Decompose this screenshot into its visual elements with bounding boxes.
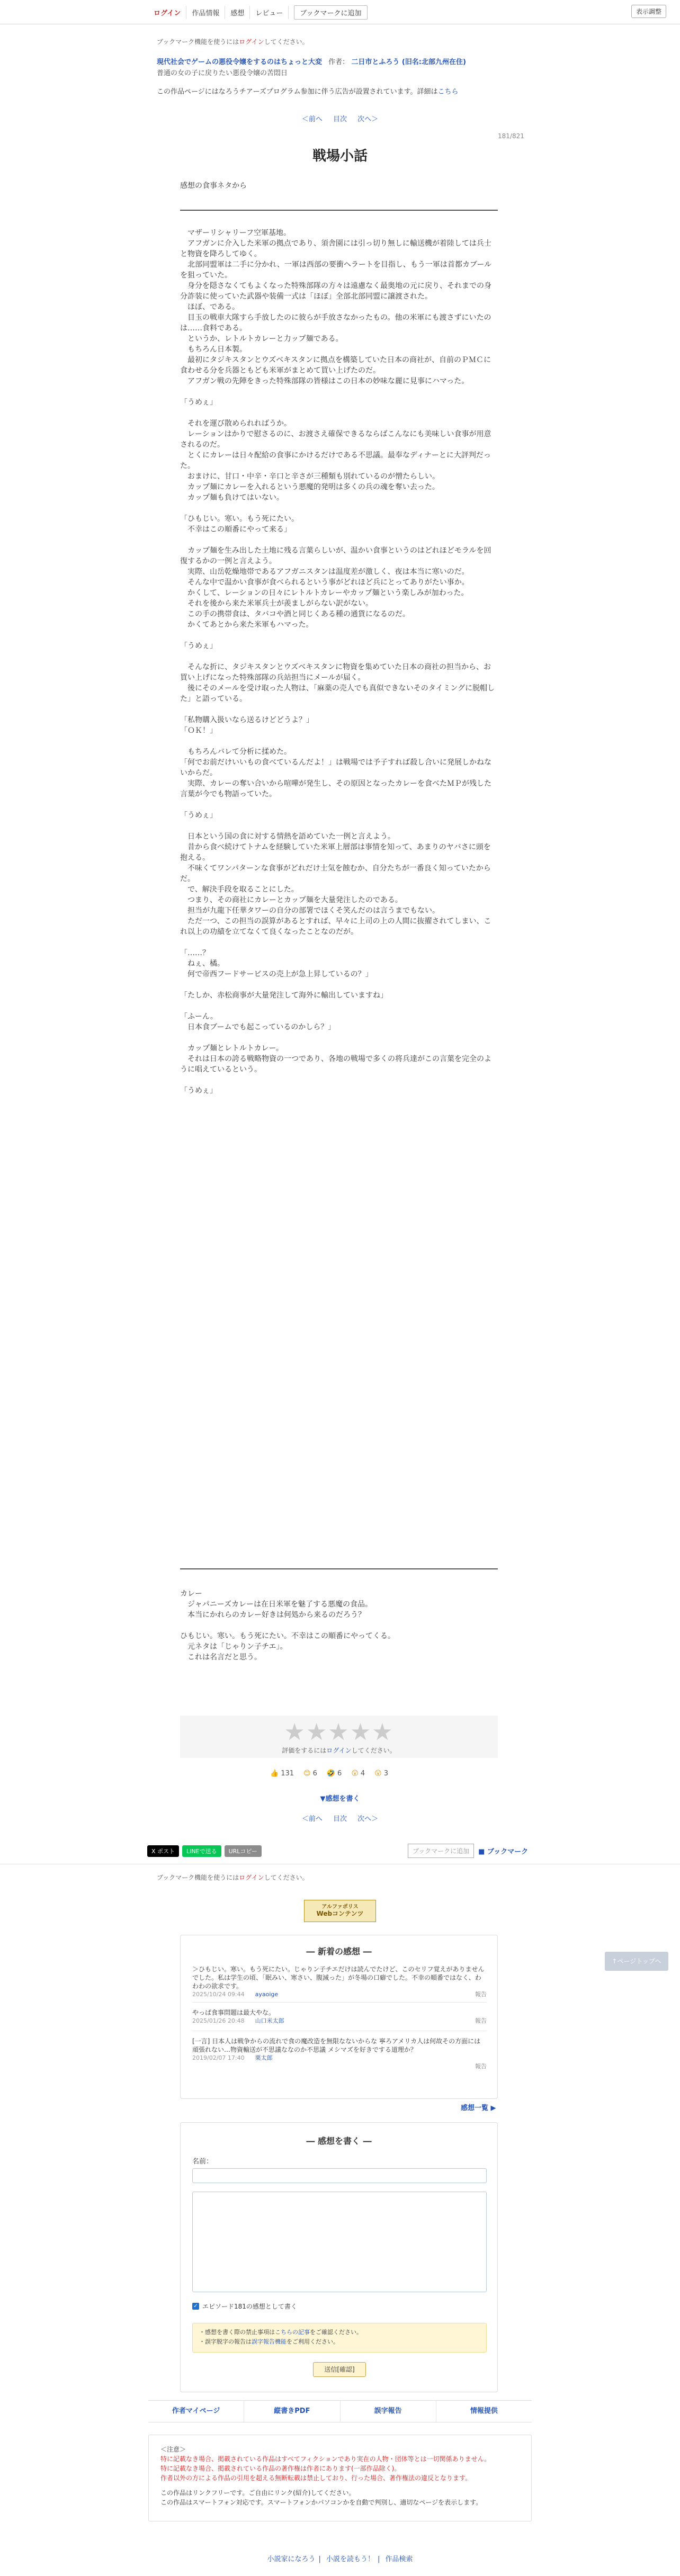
text-line: 不幸はこの順番にやって来る」 [180, 525, 291, 534]
wow-icon: 😮 [374, 1770, 382, 1778]
typo-report-footer-link[interactable]: 誤字報告 [341, 2401, 436, 2422]
display-adjust-button[interactable]: 表示調整 [631, 5, 666, 18]
info-provide-link[interactable]: 情報提供 [470, 2407, 498, 2415]
login-notice-bottom: ブックマーク機能を使うにはログインしてください。 [157, 1874, 309, 1881]
text-line: 不味くてワンパターンな食事がどれだけ士気を蝕むか、自分たちが一番良く知っていたからだ。 [180, 864, 491, 883]
text-line [180, 408, 498, 418]
author-mypage-link[interactable]: 作者マイページ [148, 2401, 244, 2422]
text-line [180, 800, 498, 810]
episode-preface: 感想の食事ネタから [180, 182, 247, 190]
text-line: ただ一つ、この担当の誤算があるとすれば、早々に上司の上の人間に抜擢されてしまい、これ以上の功績を立てなくて良くなったことなのだが。 [180, 917, 491, 936]
text-line [180, 503, 498, 514]
impression-list-link[interactable]: 感想一覧 ▶ [461, 2104, 496, 2112]
next-link-bottom[interactable]: 次へ＞ [357, 1815, 379, 1823]
text-line [180, 535, 498, 545]
text-line: で、解決手段を取ることにした。 [180, 885, 299, 894]
text-line: 昔から食べ続けてトナムを経験していた米軍上層部は事情を知って、あまりのヤバさに頭を抱える。 [180, 843, 491, 862]
rating-stars[interactable]: ★★★★★ [284, 1719, 394, 1746]
report-button[interactable]: 報告 [475, 2017, 487, 2024]
text-line [180, 736, 498, 747]
search-link[interactable]: 作品検索 [385, 2555, 413, 2563]
caution-line: 作者以外の方による作品の引用を超える無断転載は禁止しており、行った場合、著作権法の違反となります。 [160, 2474, 472, 2482]
text-line: これは名言だと思う。 [180, 1653, 262, 1662]
reaction-smile[interactable]: 😊 6 [303, 1770, 317, 1778]
text-line: つまり、その商社にカレーとカップ麺を大量発注したのである。 [180, 896, 402, 904]
caution-line: この作品はリンクフリーです。ご自由にリンク(紹介)してください。 [160, 2489, 355, 2497]
text-line: それを後から来た米軍兵士が羨ましがらない訳がない。 [180, 599, 373, 608]
reaction-like[interactable]: 👍 131 [270, 1770, 294, 1778]
text-line: 「うめぇ」 [180, 1087, 217, 1095]
caution-line: この作品はスマートフォン対応です。スマートフォンかパソコンかを自動で判別し、適切なページを表示します。 [160, 2499, 482, 2506]
rating-box [180, 1716, 498, 1758]
surprise-icon: 😲 [351, 1770, 359, 1778]
new-impressions-box [180, 1935, 498, 2099]
syosetu-link[interactable]: 小説家になろう [267, 2555, 316, 2563]
rating-note: 評価をするにはログインしてください。 [282, 1747, 396, 1754]
report-button[interactable]: 報告 [475, 1991, 487, 1998]
text-line [180, 651, 498, 662]
caution-line: 特に記載なき場合、掲載されている作品はすべてフィクションであり実在の人物・団体等とは一切関係ありません。 [160, 2455, 491, 2463]
url-copy-button[interactable]: URLコピー [225, 1845, 262, 1857]
submit-button[interactable]: 送信[確認] [313, 2362, 366, 2377]
login-notice: ブックマーク機能を使うにはログインしてください。 [157, 38, 309, 46]
ad-program-link[interactable]: こちら [437, 88, 459, 96]
form-warning: ・感想を書く際の禁止事項はこちらの記事をご確認ください。 ・誤字脱字の報告は誤字報告機能をご利用ください。 [192, 2323, 487, 2353]
typo-report-link[interactable]: 誤字報告機能 [252, 2338, 287, 2345]
text-line: 日本食ブームでも起こっているのかしら？」 [180, 1023, 336, 1031]
vertical-pdf-link[interactable]: 縦書きPDF [244, 2401, 340, 2422]
series-info [157, 56, 527, 77]
text-line: 目玉の戦車大隊すら手放したのに彼らが手放さなかったもの。他の米軍にも渡さずにいたのは……食料である。 [180, 313, 491, 333]
text-line: アフガンに介入した米軍の拠点であり、須舎園には引っ切り無しに輸送機が着陸しては兵士と物資を降ろしてゆく。 [180, 239, 491, 258]
rating-login-link[interactable]: ログイン [326, 1747, 352, 1754]
episode-title: 戦場小話 [312, 148, 368, 164]
text-line: この手の携帯食は、タバコや酒と同じくある種の通貨になるのだ。 [180, 610, 410, 618]
text-line: それは日本の誇る戦略物資の一つであり、各地の戦場で多くの将兵達がこの言葉を完全のように唱えているという。 [180, 1055, 491, 1074]
impression-user-link[interactable]: ayaoige [255, 1991, 279, 1998]
series-title-link[interactable]: 現代社会でゲームの悪役令嬢をするのはちょっと大変 [157, 58, 323, 66]
text-line [180, 704, 498, 715]
text-line: もちろんバレて分析に揉めた。 [180, 748, 291, 756]
text-line: レーションはかりで慰さるのに、お渡さえ確保できるならばこんなにも美味しい食事が用意されるのだ。 [180, 430, 491, 449]
text-line: 「たしか、赤松商事が大量発注して海外に輸出していますね」 [180, 991, 388, 1000]
login-notice-link[interactable]: ログイン [239, 38, 264, 46]
bookmark-area [408, 1844, 528, 1858]
check-icon: ✓ [192, 2303, 199, 2310]
divider [192, 2002, 487, 2003]
text-line: カップ麺を生み出した土地に残る言葉らしいが、温かい食事というのはどれほどモラルを回復するかの一例と言えよう。 [180, 546, 491, 566]
prev-link-bottom[interactable]: ＜前へ [301, 1815, 323, 1823]
login-link[interactable]: ログイン [148, 6, 186, 19]
text-line: 担当が九龍下任華タワーの自分の部署でほくそ笑んだのは言うまでもない。 [180, 906, 440, 915]
text-line: ひもじい。寒い。もう死にたい。不幸はこの順番にやってくる。 [180, 1632, 395, 1640]
report-button[interactable]: 報告 [475, 2063, 487, 2070]
text-line: カップ麺とレトルトカレー。 [180, 1044, 283, 1053]
text-line: カップ麺も負けてはいない。 [180, 493, 284, 502]
text-line: ほぼ、である。 [180, 303, 239, 311]
text-line: 「うめぇ」 [180, 642, 217, 650]
impression-item: やっぱ食事問題は最大やな。 2025/01/26 20:48 山口米太郎 報告 [192, 2009, 487, 2024]
text-line: そんな折に、タジキスタンとウズベキスタンに物資を集めていた日本の商社の担当から、お買い上げになった特殊部隊の兵站担当にメールが届く。 [180, 663, 491, 682]
top-nav [148, 5, 368, 20]
toc-link-bottom[interactable]: 目次 [333, 1815, 347, 1823]
text-line: 実際、カレーの奪い合いから喧嘩が発生し、その原因となったカレーを食べたＭＰが残した言葉が今でも物語っていた。 [180, 779, 491, 798]
laugh-icon: 🤣 [326, 1770, 336, 1778]
impression-textarea[interactable] [192, 2192, 487, 2292]
text-line: 最初にタジキスタンとウズベキスタンに拠点を構築していた日本の商社が、自前のＰＭＣに食わせる分を兵器ともども米軍がまとめて買い上げたのだ。 [180, 356, 491, 375]
text-line: 「ふーん。 [180, 1012, 218, 1021]
text-line: とくにカレーは日々配給の食事にかけるだけである不思議。最奉なディナーとに大評判だった。 [180, 451, 491, 470]
write-impression-link[interactable]: ▼感想を書く [320, 1795, 360, 1803]
toc-link[interactable]: 目次 [333, 115, 347, 123]
text-line [180, 821, 498, 831]
login-notice-link-bottom[interactable]: ログイン [239, 1874, 264, 1881]
text-line [180, 1075, 498, 1085]
episode-checkbox[interactable]: ✓ エピソード181の感想として書く [192, 2302, 297, 2311]
name-input[interactable] [192, 2168, 487, 2183]
ad-program-notice: この作品ページにはなろうチアーズプログラム参加に伴う広告が設置されています。詳細はこちら [157, 88, 459, 96]
text-line: マザーリシャリーフ空軍基地。 [180, 229, 291, 237]
prohibited-rules-link[interactable]: こちらの記事 [275, 2329, 310, 2336]
bookmark-add-button-bottom[interactable]: ブックマークに追加 [408, 1844, 474, 1858]
text-line: 身分を隠さなくてもよくなった特殊部隊の方々は遠慮なく最奥地の元に戻り、それまでの身分詐装に使っていた武器や装備一式は「ほぼ」全部北部同盟に譲渡された。 [180, 282, 491, 301]
author-link[interactable]: 二日市とふろう (旧名:北部九州在住) [351, 58, 466, 66]
text-line: かくてあとから来た米軍もハマった。 [180, 621, 314, 629]
next-link[interactable]: 次へ＞ [357, 115, 379, 123]
thumbs-up-icon: 👍 [270, 1770, 279, 1778]
text-line: かくして、レーションの日々にレトルトカレーやカップ麺という楽しみが加わった。 [180, 589, 469, 597]
text-line: ジャパニーズカレーは在日米軍を魅了する悪魔の食品。 [180, 1600, 373, 1609]
name-label: 名前： [192, 2158, 213, 2166]
x-post-button[interactable]: X ポスト [147, 1845, 179, 1857]
reaction-surprise[interactable]: 😲 4 [351, 1770, 365, 1778]
afterword [180, 1588, 498, 1663]
review-link[interactable]: レビュー [250, 6, 289, 19]
impression-item: ＞ひもじい。寒い。もう死にたい。じゃりン子チエだけは読んでたけど、このセリフ覚えがありませんでした。私は学生の頃、「眠みい、寒さい、腹減った」が冬場の口癖でした。不幸の順番ではなく、わわわの欲求です。 2025/10/24 09:44 ayaoige 報告 [192, 1965, 487, 1998]
page-top-button[interactable]: ↑ページトップへ [605, 1952, 668, 1971]
text-line: 「何でお前だけいいもの食べているんだよ！」は戦場では予子すれば殺し合いに発展しかねないからだ。 [180, 758, 491, 777]
impressions-link[interactable]: 感想 [225, 6, 250, 19]
text-line: 本当にかれらのカレー好きは何処から来るのだろう？ [180, 1611, 365, 1619]
text-line: 「うめぇ」 [180, 811, 217, 820]
bottom-links: 小説家になろう | 小説を読もう！ | 作品検索 [267, 2555, 413, 2563]
text-line [180, 1033, 498, 1043]
text-line [180, 387, 498, 397]
text-line: おまけに、甘口・中辛・辛口と辛さが三種類も別れているのが憎たらしい。 [180, 472, 440, 481]
text-line: 日本という国の食に対する情熱を語めていた一例と言えよう。 [180, 832, 395, 841]
share-bar [147, 1845, 265, 1857]
footer-nav [148, 2400, 532, 2422]
reaction-laugh[interactable]: 🤣 6 [326, 1770, 342, 1778]
text-line: アフガン戦の先陣をきった特殊部隊の皆様はこの日本の妙味な麗に見事にハマった。 [180, 377, 469, 385]
text-line [180, 1001, 498, 1011]
text-line: ねぇ、橘。 [180, 959, 225, 968]
reaction-wow[interactable]: 😮 3 [374, 1770, 389, 1778]
caution-line: 特に記載なき場合、掲載されている作品の著作権は作者にあります(一部作品除く)。 [160, 2465, 401, 2472]
text-line: 「私物購入扱いなら送るけどどうよ？」 [180, 716, 314, 724]
text-line: カレー [180, 1590, 202, 1598]
text-line: 「うめぇ」 [180, 398, 217, 407]
impression-user-link[interactable]: 栗太郎 [255, 2054, 273, 2061]
pager-top [0, 113, 680, 123]
text-line: もちろん日本製。 [180, 345, 247, 354]
pager-bottom [0, 1813, 680, 1823]
alphapolis-banner[interactable]: アルファポリス Webコンテンツ [304, 1900, 376, 1922]
text-line: 「ひもじい。寒い。もう死にたい。 [180, 515, 299, 523]
text-line: そんな中で温かい食事が食べられるという事がどれほど兵にとってありがたい事か。 [180, 578, 469, 587]
text-line: 「ＯＫ！」 [180, 726, 217, 735]
series-subtitle: 普通の女の子に戻りたい悪役令嬢の苦悶日 [157, 69, 288, 77]
text-line: というか、レトルトカレーと力ップ麺である。 [180, 335, 343, 343]
novel-body [180, 228, 498, 1096]
smile-icon: 😊 [303, 1770, 311, 1778]
work-info-link[interactable]: 作品情報 [186, 6, 225, 19]
text-line [180, 980, 498, 990]
bookmark-link[interactable]: ■ ブックマーク [478, 1848, 529, 1856]
caution-box [148, 2435, 532, 2521]
text-line: 何で帝西フードサービスの売上が急上昇しているの？」 [180, 970, 373, 979]
divider [180, 1568, 498, 1569]
text-line: 後にそのメールを受け取った人物は、「麻薬の売人でも真似できないそのタイミングに脱帽した」と語っている。 [180, 684, 495, 703]
text-line [180, 1620, 498, 1631]
text-line: カップ麺にカレーを入れるという悪魔的発明は多くの兵の魂を奪い去った。 [180, 483, 440, 491]
text-line: 「……？ [180, 949, 210, 957]
yomou-link[interactable]: 小説を読もう！ [326, 2555, 374, 2563]
impression-form [180, 2122, 498, 2392]
author-label: 作者： [328, 58, 350, 66]
caution-heading: ＜注意＞ [160, 2446, 186, 2453]
bookmark-add-button[interactable]: ブックマークに追加 [294, 5, 367, 20]
impression-item: [一言] 日本人は戦争からの流れで食の魔改造を無限なないからな 寧ろアメリカ人は何故その方面には頑張れない…物資輸送が不思議ななのか不思議 メシマズを好きでする道理か？ 2019/02/07 17:40 栗太郎 報告 [192, 2038, 487, 2070]
text-line: 元ネタは「じゃりン子チエ」。 [180, 1642, 288, 1651]
line-send-button[interactable]: LINEで送る [182, 1845, 221, 1857]
top-bar [0, 0, 680, 24]
form-heading: ― 感想を書く ― [306, 2136, 372, 2146]
text-line [180, 630, 498, 641]
text-line: 実際、山岳乾燥地帯であるアフガニスタンは温度差が激しく、夜は本当に寒いのだ。 [180, 568, 469, 576]
impression-user-link[interactable]: 山口米太郎 [255, 2017, 284, 2024]
text-line [180, 937, 498, 948]
divider [180, 210, 498, 211]
text-line: それを運び散められればうか。 [180, 419, 291, 428]
text-line: 北部同盟軍は二手に分かれ、一軍は西部の要衝ヘラートを目指し、もう一軍は首都カブールを狙っていた。 [180, 261, 492, 280]
prev-link[interactable]: ＜前へ [301, 115, 323, 123]
episode-count: 181/821 [498, 132, 524, 140]
impressions-heading: ― 新着の感想 ― [306, 1946, 372, 1956]
reaction-bar [270, 1770, 398, 1778]
